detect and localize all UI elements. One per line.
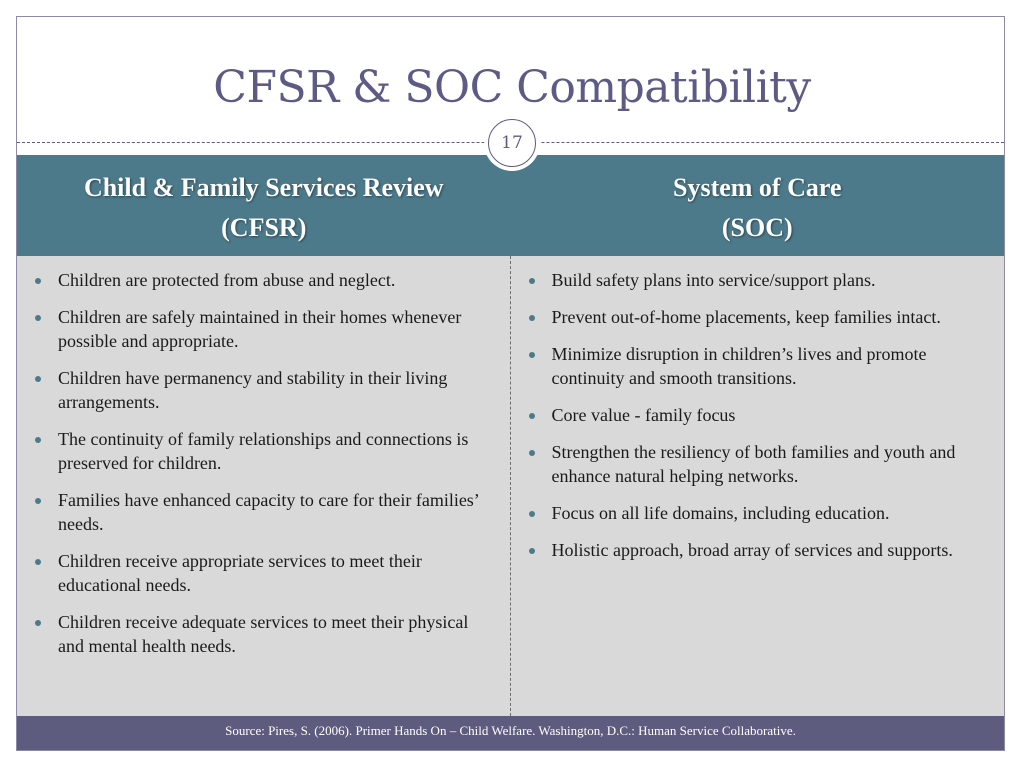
- list-item-text: Children receive adequate services to meet their physical and mental health needs.: [58, 612, 469, 656]
- bullet-icon: [529, 278, 535, 284]
- cfsr-column-header: [17, 155, 511, 256]
- list-item-text: Children have permanency and stability in their living arrangements.: [58, 368, 448, 412]
- list-item: [31, 610, 490, 658]
- list-item: [31, 427, 490, 475]
- soc-header-abbrev: (SOC): [721, 213, 793, 242]
- bullet-icon: [35, 498, 41, 504]
- cfsr-header-title: Child & Family Services Review: [83, 173, 444, 202]
- list-item-text: Families have enhanced capacity to care for their families’ needs.: [58, 490, 479, 534]
- list-item-text: Core value - family focus: [551, 405, 736, 425]
- list-item-text: Children are protected from abuse and neglect.: [58, 270, 396, 290]
- slide-number: 17: [488, 119, 536, 167]
- bullet-icon: [35, 620, 41, 626]
- list-item-text: Focus on all life domains, including education.: [551, 503, 890, 523]
- list-item: [525, 440, 985, 488]
- list-item: [525, 501, 985, 525]
- list-item: [31, 305, 490, 353]
- list-item-text: Prevent out-of-home placements, keep families intact.: [551, 307, 941, 327]
- list-item: [525, 305, 985, 329]
- list-item-text: The continuity of family relationships and connections is preserved for children.: [58, 429, 469, 473]
- bullet-icon: [35, 559, 41, 565]
- bullet-icon: [35, 278, 41, 284]
- list-item: [525, 342, 985, 390]
- soc-column-header: [511, 155, 1005, 256]
- list-item: [31, 488, 490, 536]
- cfsr-column: [17, 256, 511, 716]
- bullet-icon: [529, 511, 535, 517]
- bullet-icon: [529, 315, 535, 321]
- list-item-text: Children receive appropriate services to meet their educational needs.: [58, 551, 422, 595]
- bullet-icon: [35, 376, 41, 382]
- list-item: [31, 268, 490, 292]
- bullet-icon: [529, 548, 535, 554]
- bullet-icon: [35, 315, 41, 321]
- slide-number-badge: [484, 115, 540, 171]
- source-footer: Source: Pires, S. (2006). Primer Hands On – Child Welfare. Washington, D.C.: Human Service Collaborative.: [17, 716, 1004, 750]
- list-item: [525, 538, 985, 562]
- bullet-icon: [529, 450, 535, 456]
- list-item: [31, 549, 490, 597]
- list-item-text: Build safety plans into service/support plans.: [551, 270, 876, 290]
- bullet-icon: [529, 352, 535, 358]
- list-item-text: Minimize disruption in children’s lives and promote continuity and smooth transitions.: [551, 344, 927, 388]
- soc-header-title: System of Care: [673, 173, 842, 202]
- cfsr-list: [31, 268, 490, 658]
- list-item: [525, 403, 985, 427]
- list-item-text: Holistic approach, broad array of services and supports.: [551, 540, 953, 560]
- list-item-text: Children are safely maintained in their homes whenever possible and appropriate.: [58, 307, 462, 351]
- soc-list: [525, 268, 985, 562]
- bullet-icon: [529, 413, 535, 419]
- comparison-table-body: [17, 256, 1004, 716]
- list-item: [525, 268, 985, 292]
- soc-column: [511, 256, 1005, 716]
- cfsr-header-abbrev: (CFSR): [221, 213, 307, 242]
- slide-title: CFSR & SOC Compatibility: [213, 62, 811, 113]
- list-item: [31, 366, 490, 414]
- bullet-icon: [35, 437, 41, 443]
- list-item-text: Strengthen the resiliency of both families and youth and enhance natural helping networks.: [551, 442, 956, 486]
